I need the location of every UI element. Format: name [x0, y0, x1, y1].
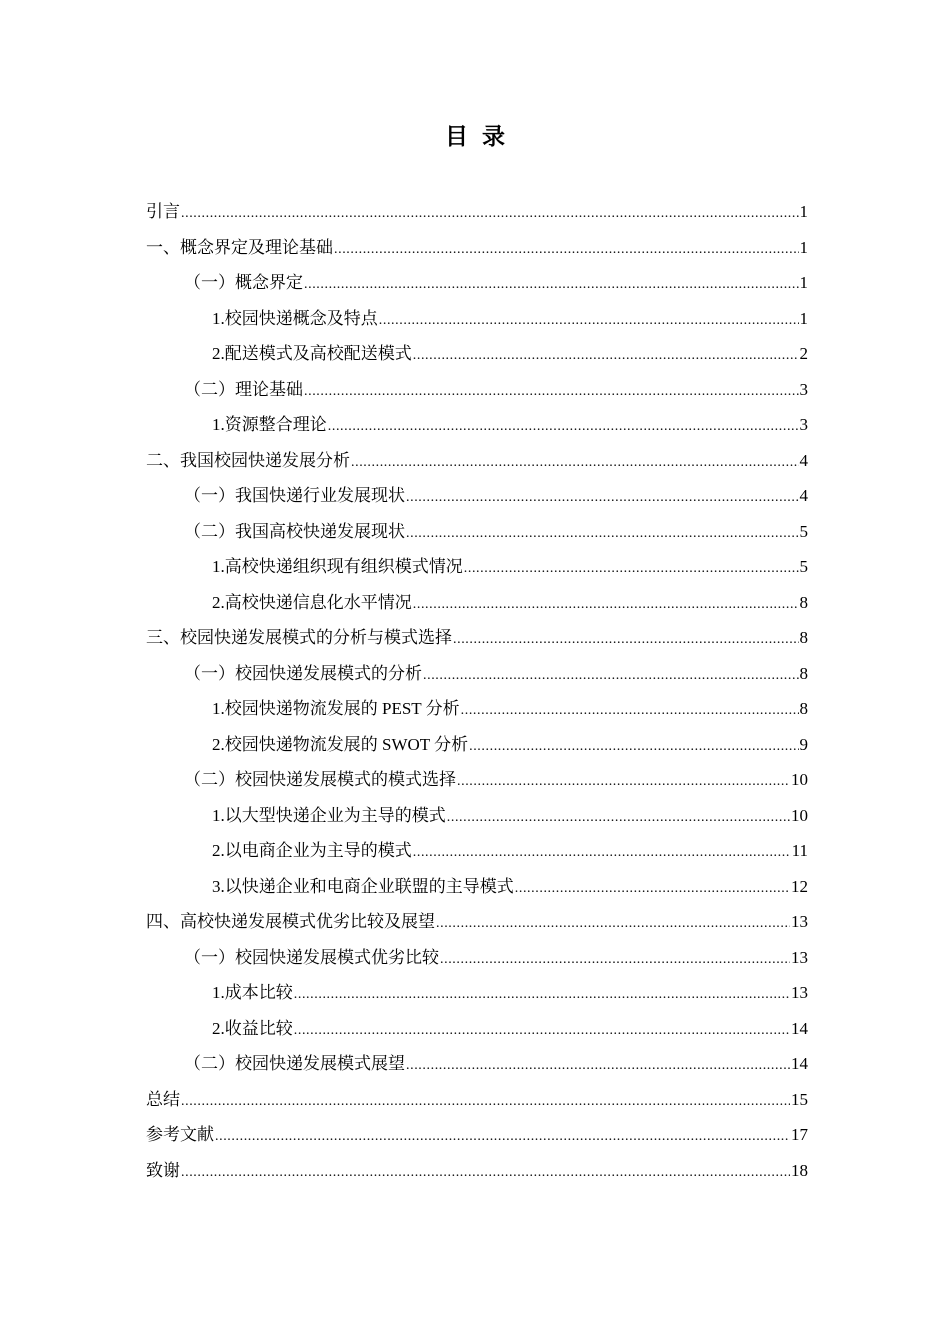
toc-entry-page-number: 15	[791, 1089, 808, 1109]
toc-entry-page-number: 13	[791, 947, 808, 967]
toc-entry[interactable]	[146, 372, 808, 408]
toc-entry[interactable]	[146, 336, 808, 372]
toc-entry-page-number: 10	[791, 770, 808, 789]
toc-entry[interactable]	[146, 798, 808, 834]
toc-entry[interactable]	[146, 975, 808, 1011]
toc-entry-label: 总结	[146, 1089, 180, 1109]
toc-entry-label: 2.以电商企业为主导的模式	[212, 841, 412, 860]
toc-entry-label: 1.成本比较	[212, 983, 293, 1002]
toc-entry-label: 1.以大型快递企业为主导的模式	[212, 805, 446, 825]
toc-dot-leader	[457, 764, 790, 800]
toc-entry-label: （一）校园快递发展模式优劣比较	[184, 947, 439, 967]
toc-dot-leader	[181, 196, 799, 232]
toc-dot-leader	[181, 1155, 790, 1191]
toc-dot-leader	[464, 551, 799, 587]
toc-entry-page-number: 8	[799, 699, 808, 718]
toc-entry-page-number: 5	[799, 557, 808, 576]
toc-entry-label: （一）我国快递行业发展现状	[184, 486, 405, 505]
toc-entry[interactable]	[146, 869, 808, 905]
toc-entry-page-number: 12	[791, 876, 808, 896]
toc-entry-page-number: 18	[791, 1160, 808, 1180]
toc-dot-leader	[515, 871, 790, 907]
toc-entry-page-number: 1	[799, 202, 808, 221]
toc-entry-page-number: 5	[799, 521, 808, 541]
toc-entry-label: 1.资源整合理论	[212, 415, 327, 434]
toc-dot-leader	[469, 729, 798, 765]
toc-entry-label: 2.配送模式及高校配送模式	[212, 344, 412, 363]
toc-entry-page-number: 8	[799, 592, 808, 612]
toc-entry-page-number: 1	[799, 237, 808, 257]
toc-dot-leader	[334, 232, 799, 268]
page-title: 目录	[445, 124, 519, 149]
toc-dot-leader	[304, 267, 799, 303]
toc-entry[interactable]	[146, 691, 808, 727]
toc-entry-label: （二）校园快递发展模式展望	[184, 1054, 405, 1073]
toc-entry-page-number: 8	[799, 628, 808, 647]
toc-entry-page-number: 1	[799, 273, 808, 292]
toc-entry-page-number: 2	[799, 344, 808, 363]
toc-entry[interactable]	[146, 407, 808, 443]
toc-entry-page-number: 9	[799, 734, 808, 754]
toc-entry[interactable]	[146, 549, 808, 585]
toc-entry[interactable]	[146, 762, 808, 798]
toc-entry-page-number: 1	[799, 308, 808, 328]
toc-entry-label: 致谢	[146, 1160, 180, 1180]
toc-dot-leader	[461, 693, 799, 729]
toc-entry[interactable]	[146, 1046, 808, 1082]
toc-entry-label: 1.校园快递物流发展的 PEST 分析	[212, 699, 460, 718]
toc-entry[interactable]	[146, 620, 808, 656]
toc-entry-page-number: 13	[791, 983, 808, 1002]
toc-entry-page-number: 8	[799, 663, 808, 683]
toc-entry-label: 3.以快递企业和电商企业联盟的主导模式	[212, 876, 514, 896]
toc-entry-page-number: 17	[791, 1125, 808, 1144]
toc-dot-leader	[181, 1084, 790, 1120]
toc-entry[interactable]	[146, 1153, 808, 1189]
toc-dot-leader	[440, 942, 790, 978]
toc-dot-leader	[413, 835, 791, 871]
toc-dot-leader	[294, 977, 790, 1013]
toc-dot-leader	[406, 516, 799, 552]
toc-entry[interactable]	[146, 656, 808, 692]
toc-entry-page-number: 10	[791, 805, 808, 825]
toc-entry[interactable]	[146, 585, 808, 621]
toc-dot-leader	[379, 303, 799, 339]
toc-entry-page-number: 14	[791, 1054, 808, 1073]
toc-entry-label: 1.高校快递组织现有组织模式情况	[212, 557, 463, 576]
toc-entry-label: （二）我国高校快递发展现状	[184, 521, 405, 541]
toc-entry-page-number: 14	[791, 1018, 808, 1038]
toc-entry[interactable]	[146, 904, 808, 940]
toc-entry-page-number: 4	[799, 486, 808, 505]
toc-dot-leader	[351, 445, 799, 481]
toc-entry-label: 一、概念界定及理论基础	[146, 237, 333, 257]
toc-dot-leader	[406, 1048, 790, 1084]
toc-dot-leader	[423, 658, 799, 694]
toc-entry-label: （二）校园快递发展模式的模式选择	[184, 770, 456, 789]
toc-entry[interactable]	[146, 833, 808, 869]
toc-entry-page-number: 13	[791, 912, 808, 931]
toc-entry-page-number: 3	[799, 379, 808, 399]
toc-dot-leader	[304, 374, 799, 410]
toc-entry[interactable]	[146, 727, 808, 763]
toc-entry[interactable]	[146, 194, 808, 230]
toc-entry-label: 四、高校快递发展模式优劣比较及展望	[146, 912, 435, 931]
toc-entry-label: （一）校园快递发展模式的分析	[184, 663, 422, 683]
toc-entry-label: 三、校园快递发展模式的分析与模式选择	[146, 628, 452, 647]
toc-dot-leader	[328, 409, 799, 445]
toc-entry[interactable]	[146, 1082, 808, 1118]
toc-entry[interactable]	[146, 1117, 808, 1153]
toc-entry-label: 二、我国校园快递发展分析	[146, 450, 350, 470]
toc-entry[interactable]	[146, 301, 808, 337]
toc-dot-leader	[413, 338, 799, 374]
toc-entry-page-number: 4	[799, 450, 808, 470]
toc-entry[interactable]	[146, 443, 808, 479]
toc-entry-label: 2.校园快递物流发展的 SWOT 分析	[212, 734, 469, 754]
toc-dot-leader	[406, 480, 799, 516]
toc-entry[interactable]	[146, 514, 808, 550]
toc-entry-label: （一）概念界定	[184, 273, 303, 292]
toc-entry-label: 引言	[146, 202, 180, 221]
toc-entry[interactable]	[146, 478, 808, 514]
toc-dot-leader	[447, 800, 790, 836]
toc-entry-label: 1.校园快递概念及特点	[212, 308, 378, 328]
toc-entry[interactable]	[146, 1011, 808, 1047]
toc-dot-leader	[413, 587, 799, 623]
toc-entry-label: 参考文献	[146, 1125, 214, 1144]
toc-entry-page-number: 3	[799, 415, 808, 434]
toc-entry-label: 2.高校快递信息化水平情况	[212, 592, 412, 612]
toc-dot-leader	[294, 1013, 790, 1049]
toc-dot-leader	[453, 622, 799, 658]
toc-entry-label: 2.收益比较	[212, 1018, 293, 1038]
toc-entry[interactable]	[146, 940, 808, 976]
toc-entry-page-number: 11	[791, 841, 808, 860]
toc-dot-leader	[215, 1119, 790, 1155]
toc-entry[interactable]	[146, 230, 808, 266]
toc-dot-leader	[436, 906, 790, 942]
table-of-contents	[146, 194, 808, 1188]
toc-entry[interactable]	[146, 265, 808, 301]
toc-entry-label: （二）理论基础	[184, 379, 303, 399]
